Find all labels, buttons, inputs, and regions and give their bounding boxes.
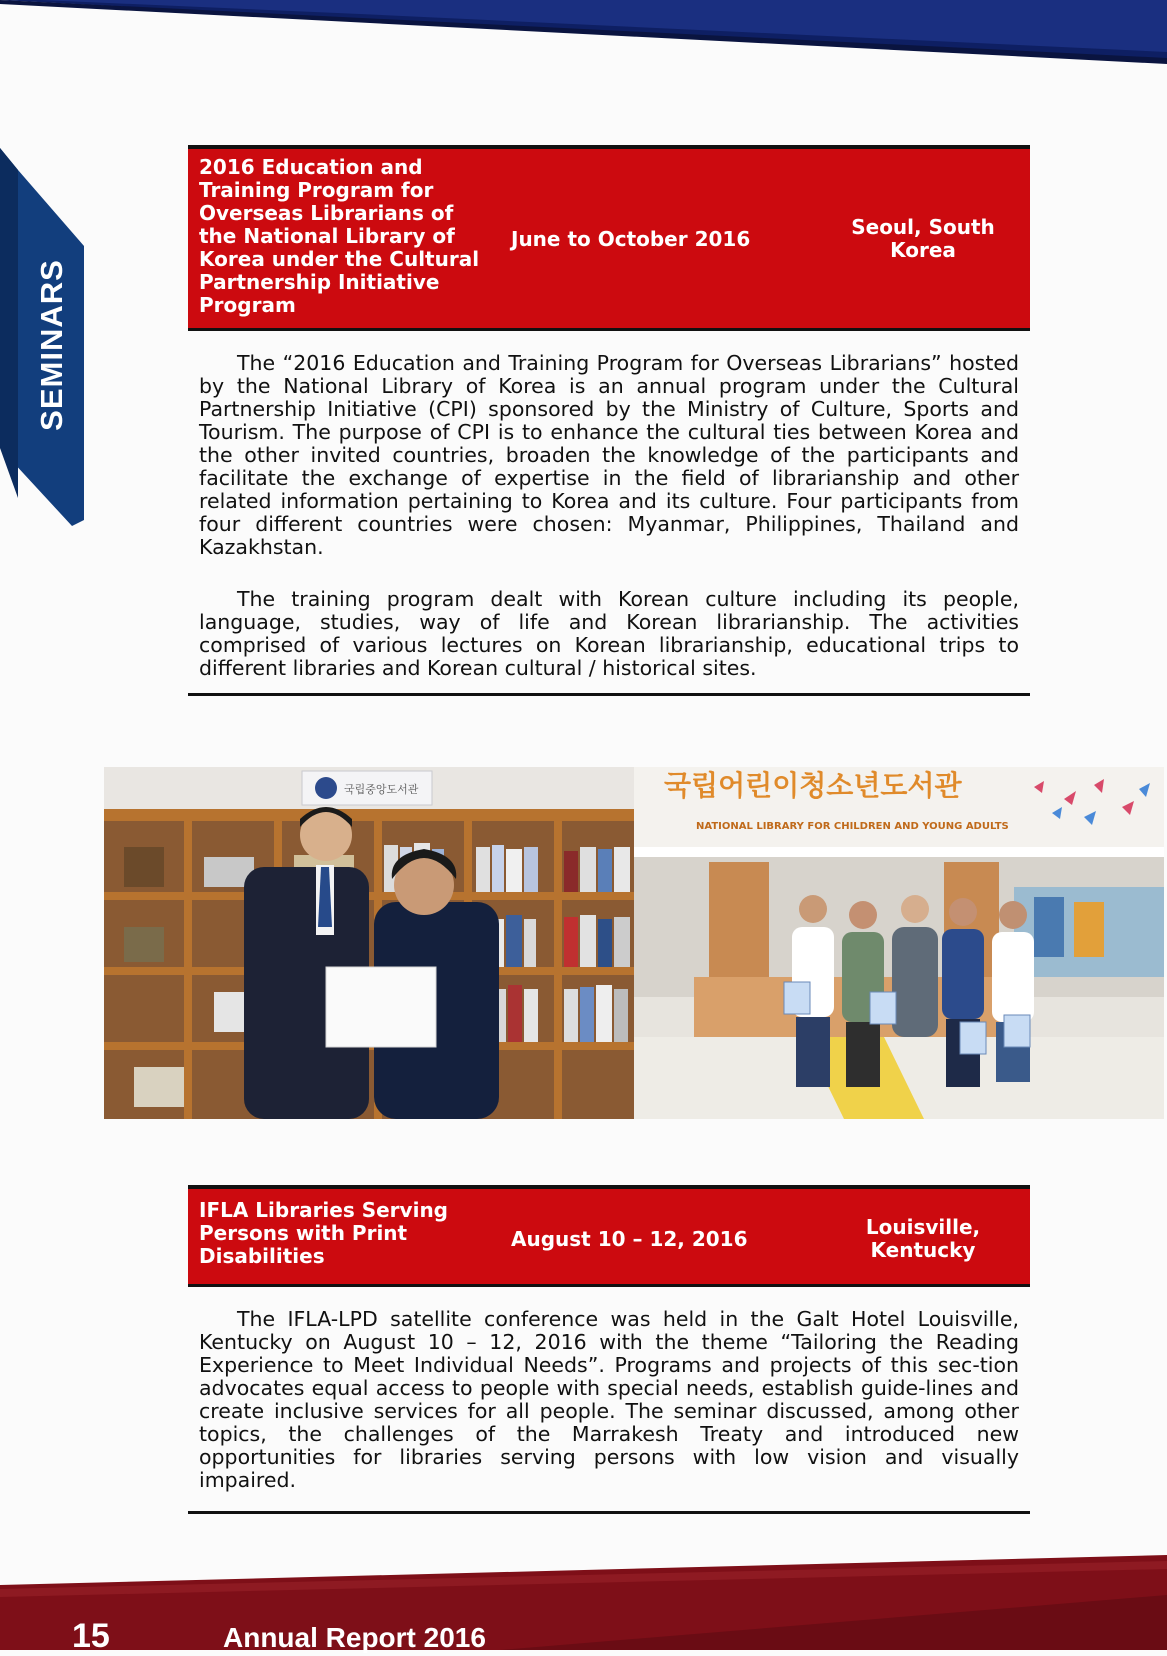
seminar-header-bar [188, 145, 1030, 331]
header-band [0, 0, 1167, 70]
seminar-paragraph: The training program dealt with Korean culture including its people, language, studies, way of life and Korean librarianship. The activities comprised of various lectures on Korean librarianship, educational trips to different libraries and Korean cultural / historical sites. [199, 587, 1019, 680]
section-side-label: SEMINARS [34, 259, 69, 431]
photo-certificate-ceremony [104, 767, 634, 1119]
seminar-header-bar [188, 1185, 1030, 1287]
divider [188, 1511, 1030, 1514]
seminar-title: 2016 Education and Training Program for Overseas Librarians of the National Library of Korea under the Cultural Partnership Initiative Program [199, 155, 480, 317]
seminar-location: Louisville, Kentucky [865, 1215, 981, 1262]
footer-title: Annual Report 2016 [223, 1622, 486, 1653]
seminar-location: Seoul, South Korea [851, 215, 995, 262]
footer-band [0, 1555, 1167, 1650]
photo-sign-english: NATIONAL LIBRARY FOR CHILDREN AND YOUNG ADULTS [696, 821, 1009, 832]
seminar-date: June to October 2016 [511, 227, 751, 251]
seminar-title: IFLA Libraries Serving Persons with Print Disabilities [199, 1198, 448, 1268]
photo-childrens-library-visit [634, 767, 1164, 1119]
seminar-paragraph: The IFLA-LPD satellite conference was held in the Galt Hotel Louisville, Kentucky on August 10 – 12, 2016 with the theme “Tailoring the Reading Experience to Meet Individual Needs”. Programs and projects of this sec-tion advocates equal access to people with special needs, establish guide-lines and create inclusive services for all people. The seminar discussed, among other topics, the challenges of the Marrakesh Treaty and introduced new opportunities for libraries serving persons with low vision and visually impaired. [199, 1307, 1019, 1492]
photo-sign-text: 국립중앙도서관 [344, 783, 419, 796]
photo-sign-korean: 국립어린이청소년도서관 [664, 769, 962, 802]
seminar-date: August 10 – 12, 2016 [511, 1227, 748, 1251]
divider [188, 693, 1030, 696]
page-number: 15 [72, 1617, 110, 1655]
seminar-paragraph: The “2016 Education and Training Program for Overseas Librarians” hosted by the National Library of Korea is an annual program under the Cultural Partnership Initiative (CPI) sponsored by the Ministry of Culture, Sports and Tourism. The purpose of CPI is to enhance the cultural ties between Korea and the other invited countries, broaden the knowledge of the participants and facilitate the exchange of expertise in the field of librarianship and other related information pertaining to Korea and its culture. Four participants from four different countries were chosen: Myanmar, Philippines, Thailand and Kazakhstan. [199, 351, 1019, 559]
